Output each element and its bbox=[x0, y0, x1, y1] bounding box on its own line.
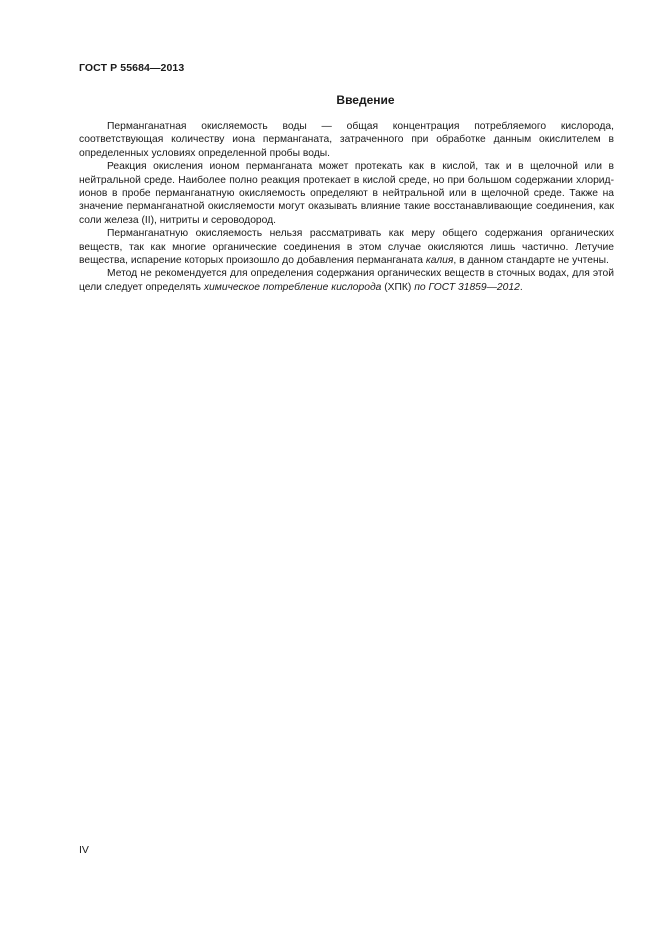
text-run: Перманганатная окисляемость воды — общая концентрация потребляемого кислорода, соответствующая количеству иона перманганата, затраченного при обработке данным окислителем в определенных условиях определенной пробы воды. bbox=[79, 121, 614, 159]
italic-text-run: по ГОСТ 31859—2012 bbox=[414, 281, 520, 293]
paragraph bbox=[79, 227, 614, 267]
paragraph bbox=[79, 120, 614, 160]
text-run: Реакция окисления ионом перманганата может протекать как в кислой, так и в щелочной или в нейтральной среде. Наиболее полно реакция протекает в кислой среде, но при большом содержании хлорид-ионов в пробе перманганатную окисляемость определяют в нейтральной или в щелочной среде. Также на значение перманганатной окисляемости могут оказывать влияние такие восстанавливающие соединения, как соли железа (II), нитриты и сероводород. bbox=[79, 161, 614, 226]
text-run: Метод не рекомендуется для определения содержания органических веществ в сточных водах, для этой цели следует определять bbox=[79, 268, 614, 293]
section-title: Введение bbox=[336, 93, 395, 107]
text-run: . bbox=[519, 281, 523, 293]
italic-text-run: химическое потребление кислорода bbox=[203, 281, 382, 293]
text-run: , в данном стандарте не учтены. bbox=[453, 255, 609, 267]
text-run: (ХПК) bbox=[381, 281, 415, 293]
italic-text-run: калия bbox=[425, 255, 454, 267]
page-number: IV bbox=[79, 844, 89, 856]
text-run: Перманганатную окисляемость нельзя рассматривать как меру общего содержания органических веществ, так как многие органические соединения в этом случае окисляются лишь частично. Летучие вещества, испарение которых произошло до добавления перманганата bbox=[79, 228, 614, 267]
document-code: ГОСТ Р 55684—2013 bbox=[79, 62, 185, 74]
paragraph bbox=[79, 160, 614, 227]
body-text bbox=[79, 120, 614, 294]
paragraph bbox=[79, 267, 614, 294]
